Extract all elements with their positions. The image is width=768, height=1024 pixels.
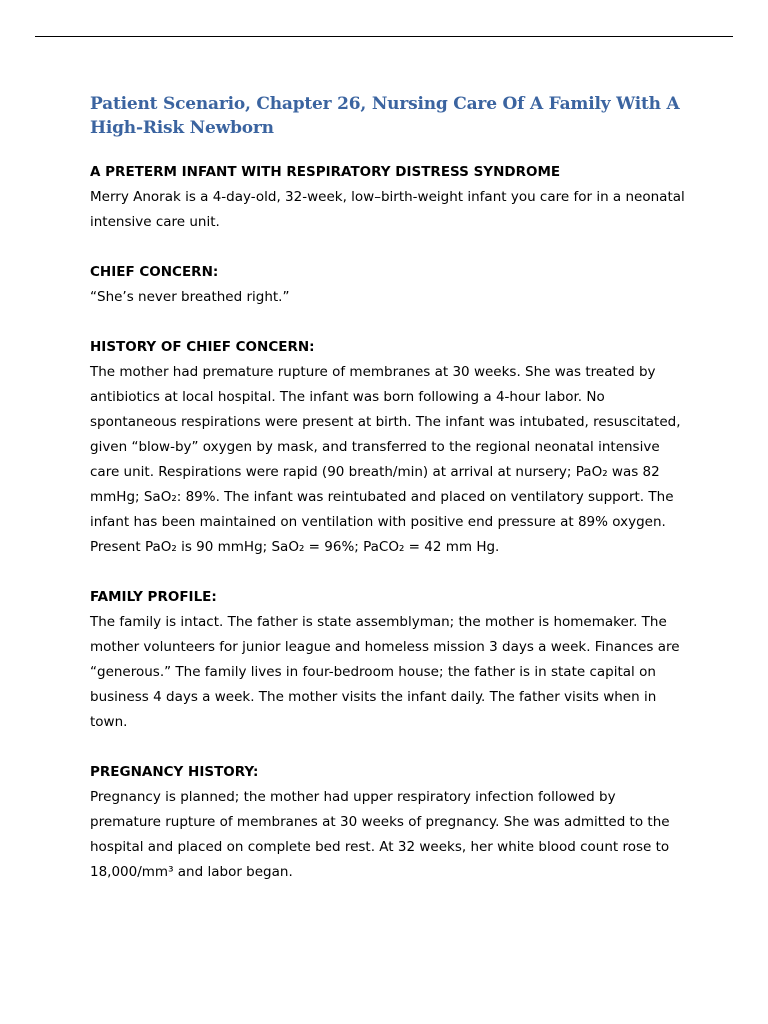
document-body — [90, 92, 690, 885]
section-body: The family is intact. The father is state assemblyman; the mother is homemaker. The mother volunteers for junior league and homeless mission 3 days a week. Finances are “generous.” The family lives in four-bedroom house; the father is in state capital on business 4 days a week. The mother visits the infant daily. The father visits when in town. — [90, 614, 680, 730]
section-heading: HISTORY OF CHIEF CONCERN: — [90, 339, 315, 355]
paragraph-spacer — [90, 735, 690, 760]
section-heading: FAMILY PROFILE: — [90, 589, 217, 605]
section-preterm-infant — [90, 160, 690, 235]
section-history-of-chief-concern — [90, 335, 690, 560]
section-family-profile — [90, 585, 690, 735]
header-rule — [35, 36, 733, 37]
paragraph-spacer — [90, 560, 690, 585]
paragraph-spacer — [90, 310, 690, 335]
section-heading: A PRETERM INFANT WITH RESPIRATORY DISTRESS SYNDROME — [90, 164, 561, 180]
section-heading: PREGNANCY HISTORY: — [90, 764, 259, 780]
section-heading: CHIEF CONCERN: — [90, 264, 219, 280]
section-body: Merry Anorak is a 4-day-old, 32-week, low–birth-weight infant you care for in a neonatal intensive care unit. — [90, 189, 685, 230]
section-body: “She’s never breathed right.” — [90, 289, 290, 305]
paragraph-spacer — [90, 235, 690, 260]
section-body: Pregnancy is planned; the mother had upper respiratory infection followed by premature rupture of membranes at 30 weeks of pregnancy. She was admitted to the hospital and placed on complete bed rest. At 32 weeks, her white blood count rose to 18,000/mm³ and labor began. — [90, 789, 670, 880]
section-body: The mother had premature rupture of membranes at 30 weeks. She was treated by antibiotics at local hospital. The infant was born following a 4-hour labor. No spontaneous respirations were present at birth. The infant was intubated, resuscitated, given “blow-by” oxygen by mask, and transferred to the regional neonatal intensive care unit. Respirations were rapid (90 breath/min) at arrival at nursery; PaO₂ was 82 mmHg; SaO₂: 89%. The infant was reintubated and placed on ventilatory support. The infant has been maintained on ventilation with positive end pressure at 89% oxygen. Present PaO₂ is 90 mmHg; SaO₂ = 96%; PaCO₂ = 42 mm Hg. — [90, 364, 681, 555]
section-chief-concern — [90, 260, 690, 310]
section-pregnancy-history — [90, 760, 690, 885]
document-title: Patient Scenario, Chapter 26, Nursing Care Of A Family With A High-Risk Newborn — [90, 94, 680, 138]
